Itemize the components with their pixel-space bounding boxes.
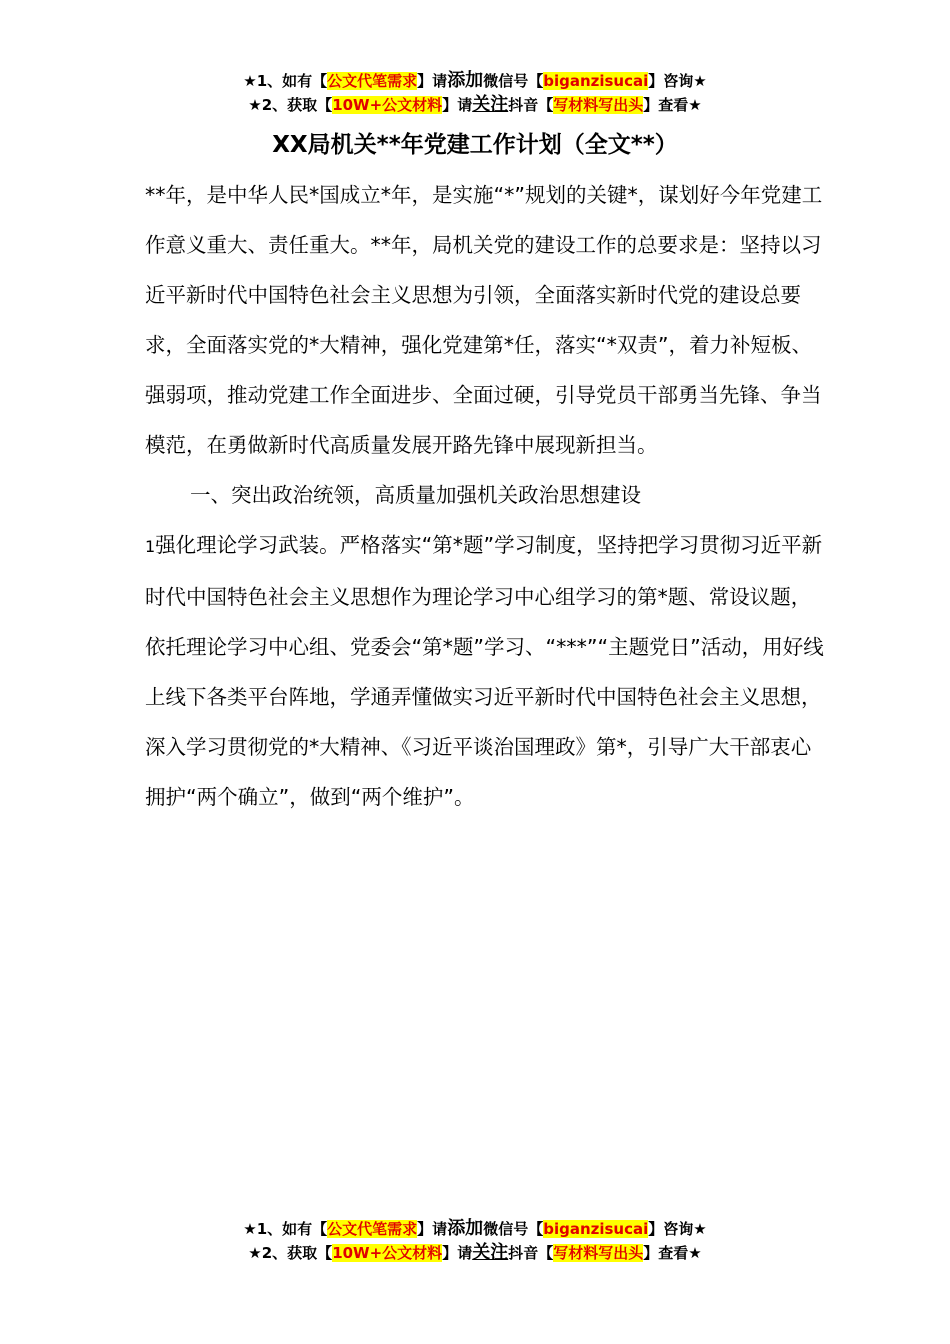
- footer-line-1: ★1、如有【公文代笔需求】请添加微信号【biganzisucai】咨询★: [243, 1218, 707, 1239]
- item-paragraph: [145, 520, 825, 822]
- document-body: [145, 170, 825, 822]
- banner-highlight-service: 公文代笔需求: [327, 72, 418, 90]
- footer-highlight-douyin: 写材料写出头: [553, 1244, 644, 1262]
- header-banner: [0, 69, 950, 117]
- banner-highlight-wechat-id: biganzisucai: [543, 72, 649, 90]
- footer-banner: [0, 1217, 950, 1265]
- intro-paragraph: **年，是中华人民*国成立*年，是实施“*”规划的关键*，谋划好今年党建工作意义重大、责任重大。**年，局机关党的建设工作的总要求是：坚持以习近平新时代中国特色社会主义思想为引领，全面落实新时代党的建设总要求，全面落实党的*大精神，强化党建第*任，落实“*双责”，着力补短板、强弱项，推动党建工作全面进步、全面过硬，引导党员干部勇当先锋、争当模范，在勇做新时代高质量发展开路先锋中展现新担当。: [145, 183, 823, 457]
- footer-highlight-service: 公文代笔需求: [327, 1220, 418, 1238]
- section-heading: 一、突出政治统领，高质量加强机关政治思想建设: [190, 483, 641, 507]
- item-text: 强化理论学习武装。严格落实“第*题”学习制度，坚持把学习贯彻习近平新时代中国特色社会主义思想作为理论学习中心组学习的第*题、常设议题，依托理论学习中心组、党委会“第*题”学习、“***”“主题党日”活动，用好线上线下各类平台阵地，学通弄懂做实习近平新时代中国特色社会主义思想，深入学习贯彻党的*大精神、《习近平谈治国理政》第*，引导广大干部衷心拥护“两个确立”，做到“两个维护”。: [145, 533, 824, 809]
- banner-highlight-douyin: 写材料写出头: [553, 96, 644, 114]
- footer-line-2: ★2、获取【10W+公文材料】请关注抖音【写材料写出头】查看★: [248, 1242, 702, 1263]
- document-title: XX局机关**年党建工作计划（全文**）: [272, 132, 678, 158]
- footer-highlight-materials: 10W+公文材料: [332, 1244, 443, 1262]
- banner-line-1: ★1、如有【公文代笔需求】请添加微信号【biganzisucai】咨询★: [243, 70, 707, 91]
- banner-highlight-materials: 10W+公文材料: [332, 96, 443, 114]
- banner-line-2: ★2、获取【10W+公文材料】请关注抖音【写材料写出头】查看★: [248, 94, 702, 115]
- item-number: 1: [145, 537, 156, 556]
- footer-highlight-wechat-id: biganzisucai: [543, 1220, 649, 1238]
